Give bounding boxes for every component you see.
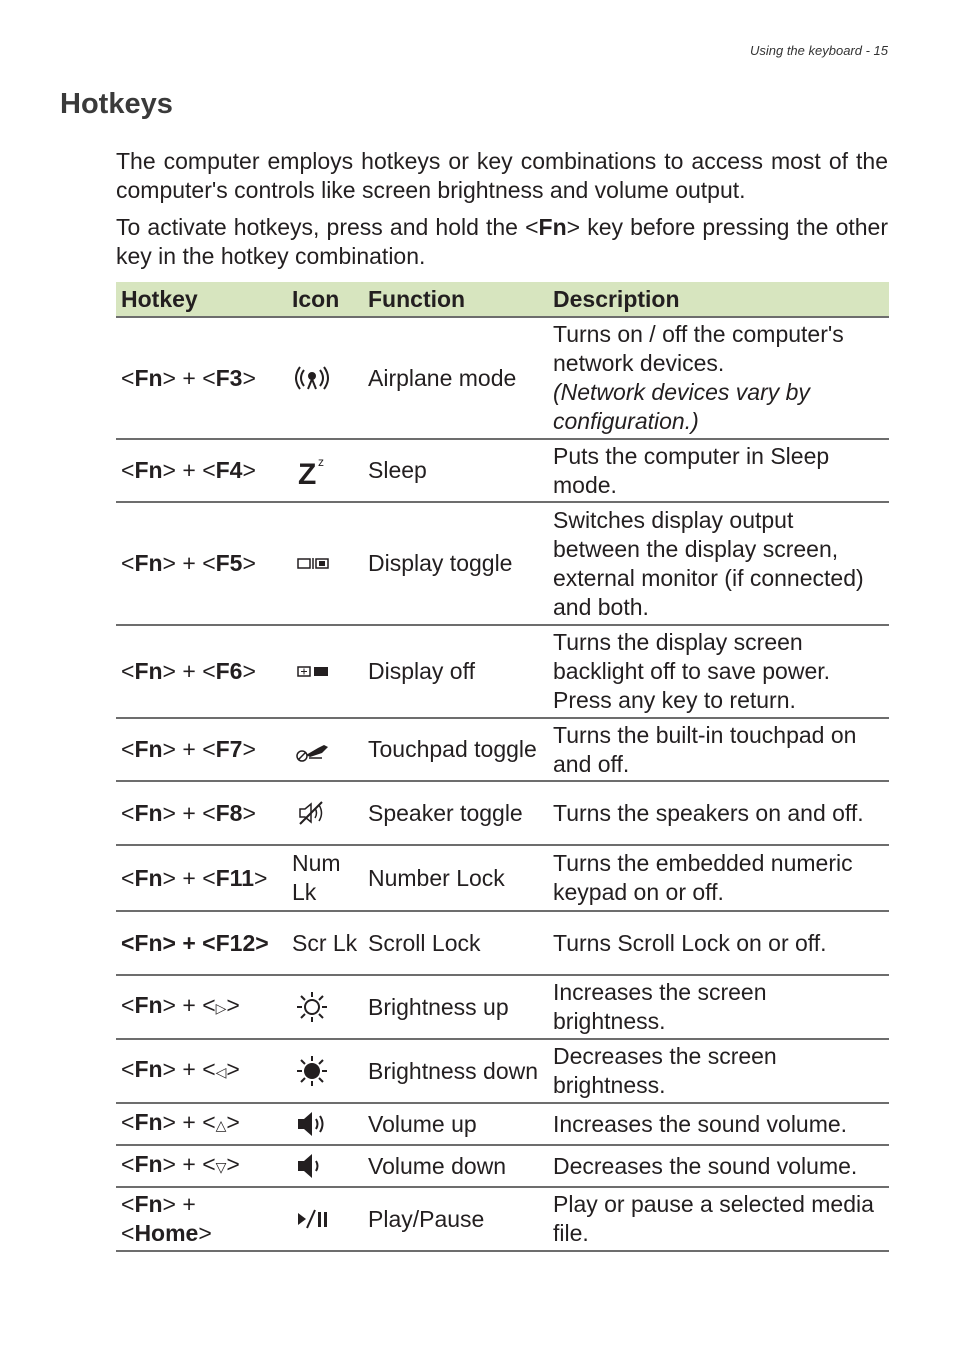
table-row bbox=[116, 1039, 889, 1103]
right-arrow-key-icon: ▷ bbox=[215, 1000, 227, 1016]
icon-cell bbox=[287, 1103, 363, 1145]
description-cell: Turns the display screen backlight off to save power. Press any key to return. bbox=[548, 625, 889, 718]
intro-paragraph-1: The computer employs hotkeys or key combinations to access most of the computer's controls like screen brightness and volume output. bbox=[116, 148, 888, 203]
function-cell: Touchpad toggle bbox=[363, 718, 548, 781]
function-cell: Speaker toggle bbox=[363, 781, 548, 845]
icon-cell bbox=[287, 1039, 363, 1103]
hotkey-cell: <Fn> + <F5> bbox=[116, 502, 287, 625]
header-hotkey: Hotkey bbox=[116, 282, 287, 317]
icon-cell bbox=[287, 781, 363, 845]
function-cell: Scroll Lock bbox=[363, 911, 548, 975]
description-cell: Puts the computer in Sleep mode. bbox=[548, 439, 889, 502]
hotkey-cell: <Fn> + <F11> bbox=[116, 845, 287, 911]
hotkey-cell: <Fn> + <Home> bbox=[116, 1187, 287, 1251]
down-arrow-key-icon: ▽ bbox=[215, 1159, 227, 1175]
icon-cell bbox=[287, 1187, 363, 1251]
fn-key-label: Fn bbox=[538, 214, 567, 240]
airplane-mode-icon bbox=[292, 361, 332, 395]
icon-cell bbox=[287, 317, 363, 439]
icon-cell bbox=[287, 1145, 363, 1187]
hotkey-cell: <Fn> + <F8> bbox=[116, 781, 287, 845]
description-cell: Turns the embedded numeric keypad on or off. bbox=[548, 845, 889, 911]
table-row bbox=[116, 1145, 889, 1187]
description-cell: Turns on / off the computer's network devices. (Network devices vary by configuration.) bbox=[548, 317, 889, 439]
brightness-down-icon bbox=[292, 1054, 332, 1088]
page-title: Hotkeys bbox=[60, 88, 173, 120]
function-cell: Play/Pause bbox=[363, 1187, 548, 1251]
icon-cell bbox=[287, 625, 363, 718]
function-cell: Volume down bbox=[363, 1145, 548, 1187]
up-arrow-key-icon: △ bbox=[215, 1117, 227, 1133]
hotkey-cell: <Fn> + <F3> bbox=[116, 317, 287, 439]
description-cell: Turns the built-in touchpad on and off. bbox=[548, 718, 889, 781]
hotkey-cell: <Fn> + <▷> bbox=[116, 975, 287, 1039]
description-note: (Network devices vary by configuration.) bbox=[553, 379, 810, 434]
description-cell: Turns Scroll Lock on or off. bbox=[548, 911, 889, 975]
function-cell: Brightness up bbox=[363, 975, 548, 1039]
table-row bbox=[116, 781, 889, 845]
intro-text: > key before pressing the other key in the hotkey combination. bbox=[116, 214, 888, 269]
touchpad-toggle-icon bbox=[292, 733, 332, 767]
table-row bbox=[116, 625, 889, 718]
function-cell: Brightness down bbox=[363, 1039, 548, 1103]
description-cell: Increases the screen brightness. bbox=[548, 975, 889, 1039]
hotkeys-table bbox=[116, 282, 889, 1252]
description-cell: Decreases the screen brightness. bbox=[548, 1039, 889, 1103]
hotkey-cell: <Fn> + <▽> bbox=[116, 1145, 287, 1187]
table-row bbox=[116, 1187, 889, 1251]
icon-cell bbox=[287, 502, 363, 625]
sleep-icon bbox=[292, 454, 332, 488]
description-cell: Turns the speakers on and off. bbox=[548, 781, 889, 845]
header-description: Description bbox=[548, 282, 889, 317]
header-icon: Icon bbox=[287, 282, 363, 317]
function-cell: Display off bbox=[363, 625, 548, 718]
intro-text: To activate hotkeys, press and hold the < bbox=[116, 214, 539, 240]
function-cell: Display toggle bbox=[363, 502, 548, 625]
hotkey-cell: <Fn> + <F7> bbox=[116, 718, 287, 781]
icon-text-cell: Scr Lk bbox=[287, 911, 363, 975]
left-arrow-key-icon: ◁ bbox=[215, 1064, 227, 1080]
table-row bbox=[116, 1103, 889, 1145]
table-row bbox=[116, 911, 889, 975]
brightness-up-icon bbox=[292, 990, 332, 1024]
description-cell: Play or pause a selected media file. bbox=[548, 1187, 889, 1251]
function-cell: Sleep bbox=[363, 439, 548, 502]
display-off-icon bbox=[292, 655, 332, 689]
description-cell: Decreases the sound volume. bbox=[548, 1145, 889, 1187]
header-function: Function bbox=[363, 282, 548, 317]
table-row bbox=[116, 317, 889, 439]
table-row bbox=[116, 502, 889, 625]
hotkey-cell: <Fn> + <F6> bbox=[116, 625, 287, 718]
display-toggle-icon bbox=[292, 547, 332, 581]
icon-cell bbox=[287, 975, 363, 1039]
table-row bbox=[116, 718, 889, 781]
play-pause-icon bbox=[292, 1202, 332, 1236]
table-header-row bbox=[116, 282, 889, 317]
hotkey-cell: <Fn> + <◁> bbox=[116, 1039, 287, 1103]
table-row bbox=[116, 845, 889, 911]
description-cell: Increases the sound volume. bbox=[548, 1103, 889, 1145]
volume-up-icon bbox=[292, 1107, 332, 1141]
function-cell: Volume up bbox=[363, 1103, 548, 1145]
hotkey-cell: <Fn> + <△> bbox=[116, 1103, 287, 1145]
hotkey-cell: <Fn> + <F12> bbox=[116, 911, 287, 975]
table-row bbox=[116, 439, 889, 502]
hotkey-cell: <Fn> + <F4> bbox=[116, 439, 287, 502]
page-header: Using the keyboard - 15 bbox=[749, 43, 888, 58]
function-cell: Airplane mode bbox=[363, 317, 548, 439]
description-cell: Switches display output between the display screen, external monitor (if connected) and both. bbox=[548, 502, 889, 625]
function-cell: Number Lock bbox=[363, 845, 548, 911]
icon-cell bbox=[287, 718, 363, 781]
svg-text:z: z bbox=[318, 454, 324, 469]
speaker-toggle-icon bbox=[292, 796, 332, 830]
intro-paragraph-2 bbox=[116, 213, 888, 271]
svg-text:Z: Z bbox=[298, 457, 317, 488]
icon-text-cell: Num Lk bbox=[287, 845, 363, 911]
volume-down-icon bbox=[292, 1149, 332, 1183]
icon-cell bbox=[287, 439, 363, 502]
table-row bbox=[116, 975, 889, 1039]
